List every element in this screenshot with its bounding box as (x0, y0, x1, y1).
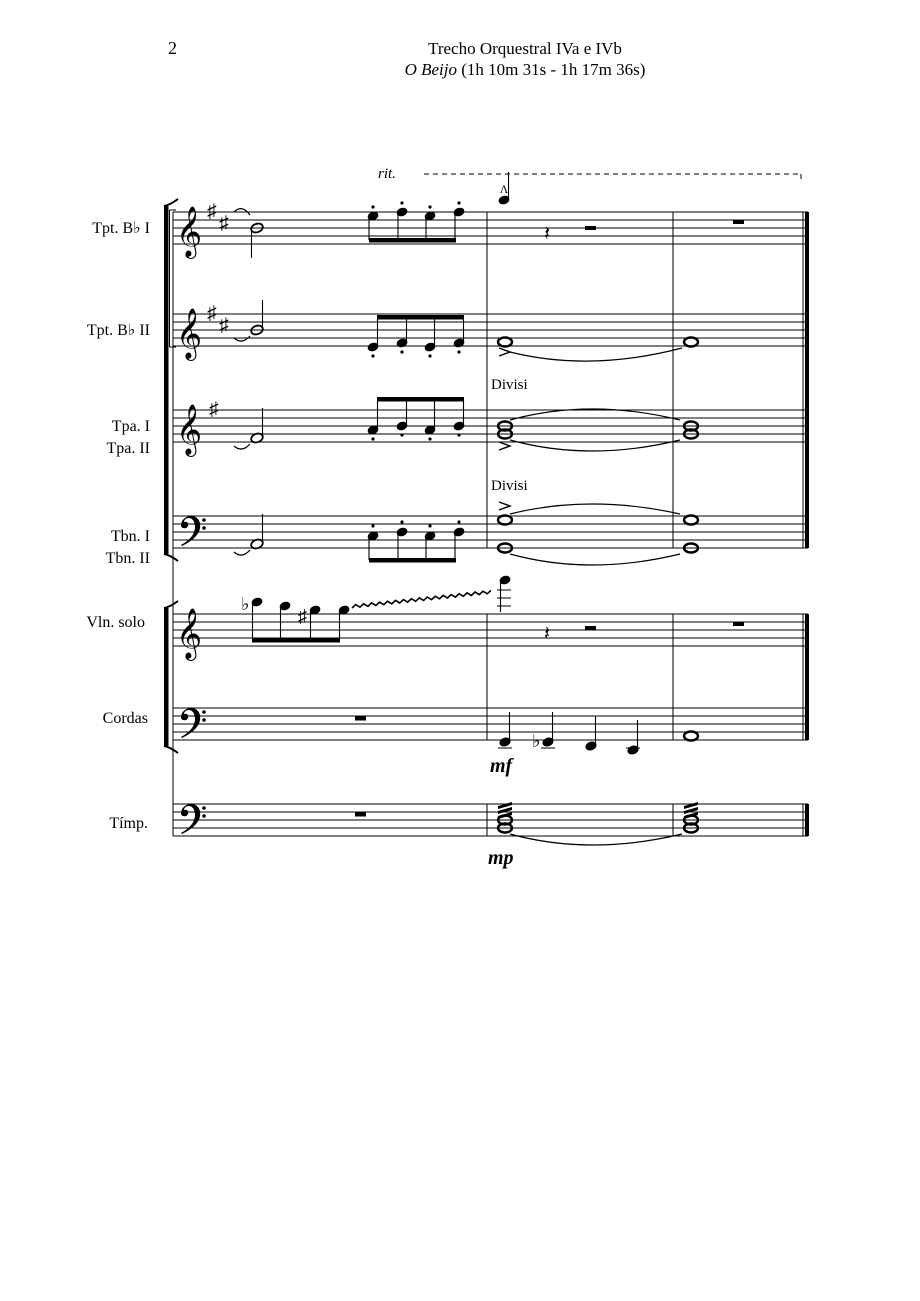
tpt1-half-note (234, 209, 264, 258)
sharp-icon: ♯ (207, 303, 217, 324)
instrument-label-tbn2: Tbn. II (105, 550, 150, 567)
vln-eighth-notes (241, 590, 491, 642)
sharp-icon: ♯ (219, 213, 229, 234)
divisi-marking-tpa: Divisi (491, 377, 528, 393)
staff-tbn (173, 516, 808, 548)
sharp-icon: ♯ (207, 201, 217, 222)
instrument-label-tpa2: Tpa. II (106, 440, 150, 457)
m3-whole-notes (684, 338, 698, 833)
timp-m2 (498, 802, 682, 845)
bass-clef-icon (181, 516, 206, 546)
instrument-label-vln: Vln. solo (86, 614, 145, 631)
tbn-half-note (234, 514, 264, 555)
treble-clef-icon: 𝄞 (176, 309, 203, 358)
staff-timp (173, 804, 808, 836)
glissando-line (352, 590, 492, 608)
final-barlines (805, 212, 809, 836)
work-title: O Beijo (404, 60, 457, 79)
tpt2-eighth-notes (367, 315, 465, 358)
flat-icon: ♭ (532, 731, 541, 751)
rests-m3 (733, 220, 744, 626)
marcato-icon: Λ (499, 182, 509, 196)
flat-icon: ♭ (241, 594, 250, 614)
cordas-m2 (498, 712, 640, 755)
staff-tpa (173, 410, 808, 442)
staff-tpt1 (173, 212, 808, 244)
vln-m2 (497, 575, 596, 645)
tbn-m2 (498, 502, 680, 565)
tbn-eighth-notes (367, 520, 465, 562)
tempo-marking: rit. (378, 166, 396, 182)
instrument-label-cordas: Cordas (102, 710, 148, 727)
instrument-label-tbn1: Tbn. I (110, 528, 150, 545)
treble-clef-icon: 𝄞 (176, 609, 203, 658)
timecode: (1h 10m 31s - 1h 17m 36s) (461, 60, 646, 79)
dynamic-mp: mp (488, 847, 514, 869)
whole-rests-m1 (355, 716, 366, 817)
staff-cordas (173, 708, 808, 740)
bass-clef-icon (181, 708, 206, 738)
instrument-label-tpt2: Tpt. B♭ II (86, 322, 150, 339)
tpt1-m2 (498, 172, 596, 245)
instrument-label-tpa1: Tpa. I (111, 418, 150, 435)
treble-clef-icon: 𝄞 (176, 207, 203, 256)
bass-clefs (181, 516, 206, 834)
bass-clef-icon (181, 804, 206, 834)
sharp-icon: ♯ (298, 606, 307, 626)
treble-clef-icon: 𝄞 (176, 405, 203, 454)
quarter-rest-icon: 𝄽 (544, 623, 551, 645)
staff-tpt2 (173, 314, 808, 346)
tpt2-half-note (234, 300, 264, 341)
quarter-rest-icon: 𝄽 (544, 223, 551, 245)
tpt2-m2 (498, 338, 682, 362)
page-number: 2 (168, 38, 177, 58)
dynamic-mf: mf (490, 755, 513, 777)
sharp-icon: ♯ (219, 315, 229, 336)
tpa-half-note (234, 408, 264, 449)
tpa-m2 (498, 409, 680, 451)
instrument-label-tpt1: Tpt. B♭ I (92, 220, 150, 237)
instrument-label-timp: Tímp. (109, 815, 148, 832)
piece-title: Trecho Orquestral IVa e IVb (428, 39, 622, 58)
sharp-icon: ♯ (209, 399, 219, 420)
divisi-marking-tbn: Divisi (491, 478, 528, 494)
